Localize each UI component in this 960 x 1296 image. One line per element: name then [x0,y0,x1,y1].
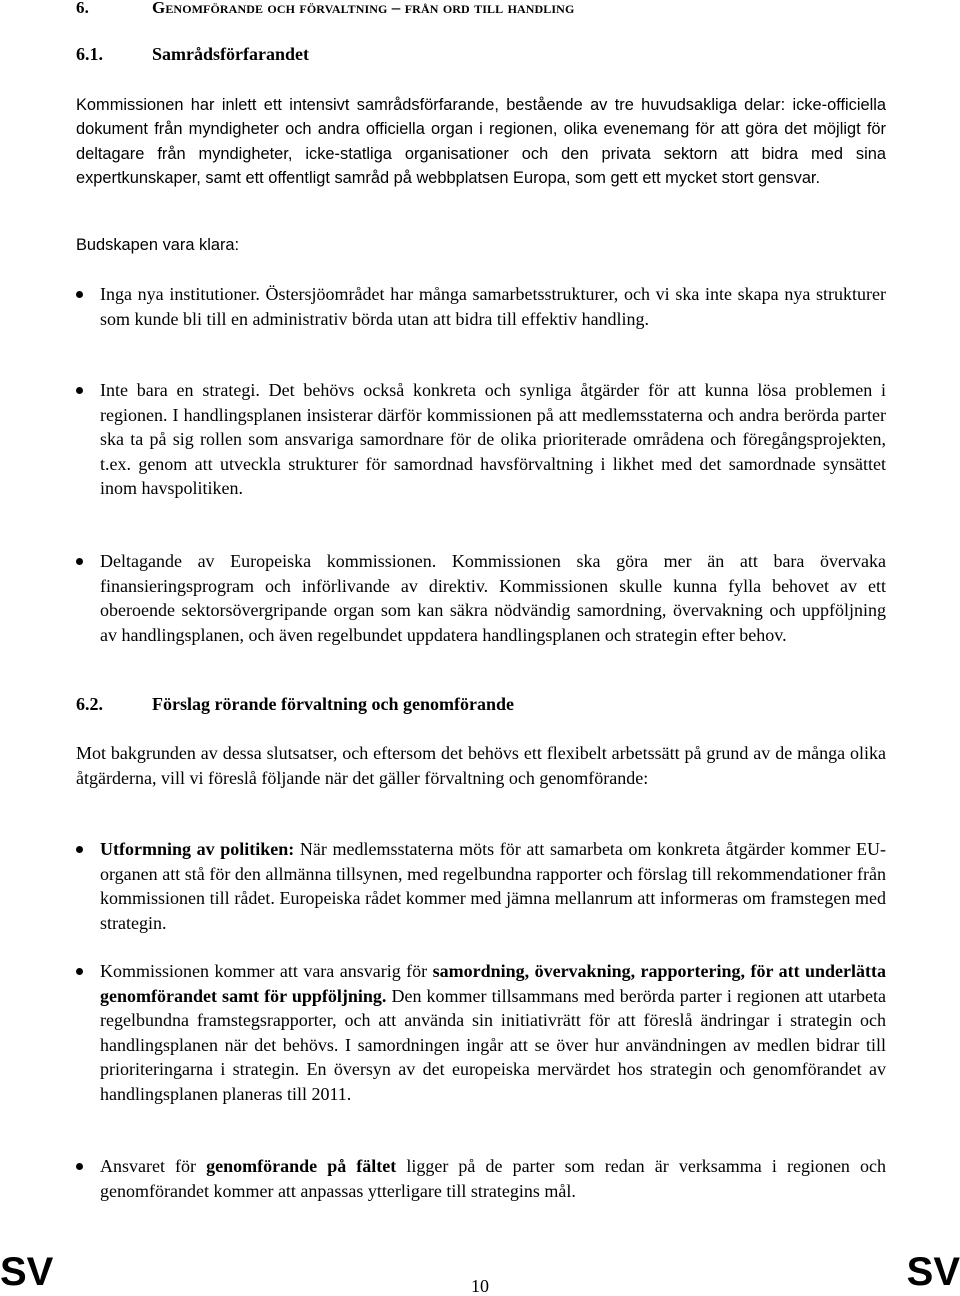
list-item-text [100,959,886,1106]
list-item-text [100,549,886,647]
proposal-paragraph: Mot bakgrunden av dessa slutsatser, och eftersom det behövs ett flexibelt arbetssätt på grund av de många olika åtgärderna, vill vi föreslå följande när det gäller förvaltning och genomförande: [76,743,886,788]
list-item-text [100,1154,886,1203]
list-item-text [100,378,886,501]
list-item-post: När medlemsstaterna möts för att samarbeta om konkreta åtgärder kommer EU-organen att stå för den allmänna tillsynen, med regelbundna rapporter och förslag till rekommendationer från kommissionen till rådet. Europeiska rådet kommer med jämna mellanrum att informeras om framstegen med strategin. [100,839,886,933]
list-item-body: Kommissionen ska göra mer än att bara övervaka finansieringsprogram och införlivande av direktiv. Kommissionen skulle kunna fylla behovet av ett oberoende sektorsövergripande organ som kan säkra nödvändig samordning, övervakning och uppföljning av handlingsplanen, och även regelbundet uppdatera handlingsplanen och strategin efter behov. [100,551,886,645]
list-item-pre: Kommissionen kommer att vara ansvarig för [100,961,433,981]
list-item-post: Den kommer tillsammans med berörda parter i regionen att utarbeta regelbundna framstegsrapporter, och att använda sin initiativrätt för att föreslå ändringar i strategin och handlingsplanen när det behövs. I samordningen ingår att se över hur användningen av medlen bidrar till prioriteringarna i strategin. En översyn av det europeiska mervärdet hos strategin och genomförandet av handlingsplanen planeras till 2011. [100,985,886,1104]
consultation-paragraph: Kommissionen har inlett ett intensivt samrådsförfarande, bestående av tre huvudsakliga delar: icke-officiella dokument från myndigheter och andra officiella organ i regionen, olika evenemang för att göra det möjligt för deltagare från myndigheter, icke-statliga organisationer och den privata sektorn att bidra med sina expertkunskaper, samt ett offentligt samråd på webbplatsen Europa, som gett ett mycket stort gensvar. [76,96,886,187]
bullet-icon [76,1163,83,1170]
list-item-lead: Inga nya institutioner. [100,284,260,304]
list-item-post: ligger på de parter som redan är verksamma i regionen och genomförandet kommer att anpassas ytterligare till strategins mål. [100,1156,887,1201]
chapter-number: 6. [76,0,89,17]
page-number: 10 [471,1276,489,1296]
bullet-icon [76,387,83,394]
list-item-bold: genomförande på fältet [206,1156,397,1176]
footer-language-left: SV [0,1250,54,1294]
footer-language-right: SV [906,1250,960,1294]
section-number: 6.2. [76,694,103,714]
list-item-body: Östersjöområdet har många samarbetsstrukturer, och vi ska inte skapa nya strukturer som kunde bli till en administrativ börda utan att bidra till effektiv handling. [100,284,886,329]
messages-intro: Budskapen vara klara: [76,236,240,254]
list-item-text [100,837,886,935]
bullet-icon [76,846,83,853]
bullet-icon [76,291,83,298]
section-title: Samrådsförfarandet [152,44,309,64]
chapter-title: Genomförande och förvaltning – från ord till handling [152,0,575,17]
list-item-lead: Deltagande av Europeiska kommissionen. [100,551,437,571]
bullet-icon [76,968,83,975]
list-item-bold: Utformning av politiken: [100,839,295,859]
section-number: 6.1. [76,44,103,64]
bullet-icon [76,558,83,565]
list-item-lead: Inte bara en strategi. [100,380,260,400]
list-item-body: Det behövs också konkreta och synliga åtgärder för att kunna lösa problemen i regionen. I handlingsplanen insisterar därför kommissionen på att medlemsstaterna och andra berörda parter ska ta på sig rollen som ansvariga samordnare för de olika prioriterade områdena och föregångsprojekten, t.ex. genom att utveckla strukturer för samordnad havsförvaltning i likhet med det samordnade synsättet inom havspolitiken. [100,380,886,498]
list-item-bold: samordning, övervakning, rapportering, för att underlätta genomförandet samt för uppföljning. [100,961,887,1006]
section-title: Förslag rörande förvaltning och genomförande [152,694,514,714]
list-item-text [100,282,886,331]
list-item-pre: Ansvaret för [100,1156,207,1176]
